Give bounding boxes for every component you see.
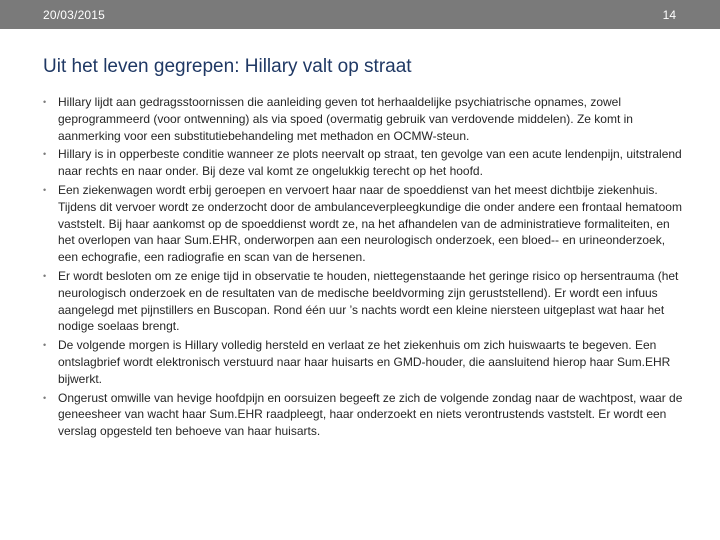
bullet-dot-icon: • bbox=[43, 340, 47, 351]
bullet-text: Een ziekenwagen wordt erbij geroepen en vervoert haar naar de spoeddienst van het meest dichtbije ziekenhuis. Tijdens dit vervoer wordt ze onderzocht door de ambulanceverpleegkundige die onder andere een frontaal hematoom vaststelt. Bij haar aankomst op de spoeddienst wordt ze, na het afhandelen van de administratieve formaliteiten, en het overlopen van haar Sum.EHR, onderworpen aan een neurologisch onderzoek, een bloed-- en urineonderzoek, een echografie, een radiografie en scan van de hersenen. bbox=[58, 182, 682, 265]
bullet-item bbox=[43, 337, 683, 387]
bullet-item bbox=[43, 94, 683, 144]
bullet-text: Ongerust omwille van hevige hoofdpijn en oorsuizen begeeft ze zich de volgende zondag naar de wachtpost, waar de geneesheer van wacht haar Sum.EHR raadpleegt, haar onderzoekt en niets verontrustends vaststelt. Er wordt een verslag opgesteld ten behoeve van haar huisarts. bbox=[58, 390, 683, 439]
header-bar bbox=[0, 0, 720, 29]
bullet-item bbox=[43, 182, 683, 266]
bullet-dot-icon: • bbox=[43, 392, 47, 403]
bullet-text: Er wordt besloten om ze enige tijd in observatie te houden, niettegenstaande het geringe risico op hersentrauma (het neurologisch onderzoek en de resultaten van de medische beeldvorming zijn geruststellend). Er wordt een infuus aangelegd met pijnstillers en Buscopan. Rond één uur ’s nachts wordt een kleine niersteen uitgeplast wat haar het nodige soelaas brengt. bbox=[58, 268, 679, 334]
bullet-dot-icon: • bbox=[43, 149, 47, 160]
bullet-text: De volgende morgen is Hillary volledig hersteld en verlaat ze het ziekenhuis om zich huiswaarts te begeven. Een ontslagbrief wordt elektronisch verstuurd naar haar huisarts en GMD-houder, die aansluitend hierop haar Sum.EHR bijwerkt. bbox=[58, 338, 671, 386]
slide-title: Uit het leven gegrepen: Hillary valt op straat bbox=[43, 56, 412, 77]
slide-page-number: 14 bbox=[662, 8, 676, 22]
bullet-text: Hillary lijdt aan gedragsstoornissen die aanleiding geven tot herhaaldelijke psychiatrische opnames, zowel geprogrammeerd (voor ontwenning) als via spoed (overmatig gebruik van verdovende middelen). Ze komt in aanmerking voor een substitutiebehandeling met methadon en OCMW-steun. bbox=[58, 95, 633, 143]
bullet-dot-icon: • bbox=[43, 270, 47, 281]
bullet-dot-icon: • bbox=[43, 97, 47, 107]
bullet-item bbox=[43, 268, 683, 335]
bullet-item bbox=[43, 146, 683, 180]
bullet-list bbox=[43, 94, 683, 442]
bullet-dot-icon: • bbox=[43, 184, 47, 195]
bullet-item bbox=[43, 390, 683, 440]
slide-date: 20/03/2015 bbox=[43, 8, 106, 22]
bullet-text: Hillary is in opperbeste conditie wanneer ze plots neervalt op straat, ten gevolge van een acute lendenpijn, uitstralend naar rechts en naar onder. Bij deze val komt ze ongelukkig terecht op het hoofd. bbox=[58, 147, 682, 179]
